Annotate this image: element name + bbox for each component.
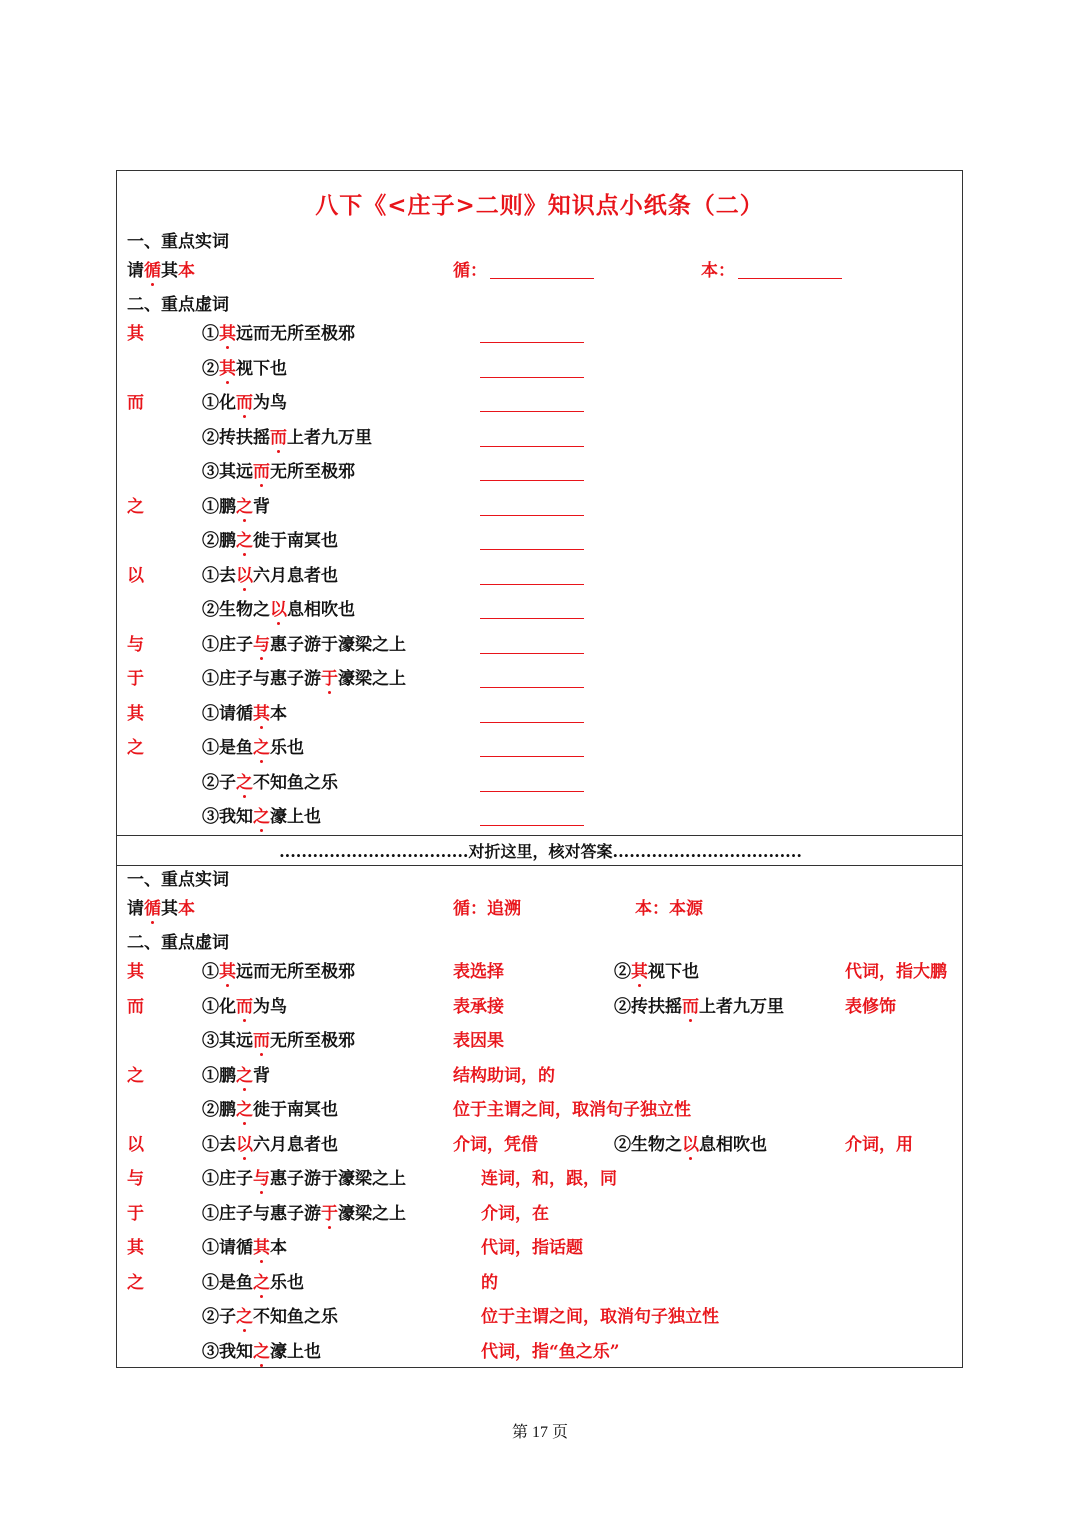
bottom-heading-xuci: 二、重点虚词 xyxy=(127,933,229,953)
highlight-char: 其 xyxy=(219,962,236,982)
highlight-char: 而 xyxy=(270,427,287,448)
fold-instruction: ..................................对折这里，核对答案.................................. xyxy=(279,842,802,861)
highlight-char: 之 xyxy=(253,1341,270,1362)
answer-text: 位于主谓之间，取消句子独立性 xyxy=(481,1307,719,1327)
function-word: 之 xyxy=(127,738,144,758)
example-sentence: ①鹏之背 xyxy=(202,496,270,517)
highlight-char: 于 xyxy=(321,1203,338,1224)
example-sentence-2: ②抟扶摇而上者九万里 xyxy=(614,996,784,1017)
answer-blank[interactable] xyxy=(480,618,584,619)
answer-text: 表选择 xyxy=(453,962,504,982)
highlight-char: 之 xyxy=(236,772,253,793)
answer-blank[interactable] xyxy=(480,584,584,585)
highlight-char: 其 xyxy=(219,324,236,344)
answer-text: 介词，在 xyxy=(481,1203,549,1224)
highlight-char: 其 xyxy=(219,358,236,379)
function-word: 其 xyxy=(127,703,144,724)
example-sentence: ①化而为鸟 xyxy=(202,393,287,413)
answer-blank[interactable] xyxy=(480,791,584,792)
top-heading-shici: 一、重点实词 xyxy=(127,232,229,252)
answer-blank[interactable] xyxy=(480,480,584,481)
function-word: 其 xyxy=(127,962,144,982)
example-sentence: ①请循其本 xyxy=(202,703,287,724)
answer-text: 表因果 xyxy=(453,1031,504,1051)
highlight-char: 之 xyxy=(236,1100,253,1120)
function-word: 于 xyxy=(127,669,144,689)
answer-blank[interactable] xyxy=(480,756,584,757)
example-sentence: ③我知之濠上也 xyxy=(202,1341,321,1362)
answer-blank[interactable] xyxy=(480,653,584,654)
example-sentence: ①庄子与惠子游于濠梁之上 xyxy=(202,1169,406,1189)
example-sentence: ②鹏之徙于南冥也 xyxy=(202,531,338,551)
answer-blank[interactable] xyxy=(480,825,584,826)
example-sentence: ②子之不知鱼之乐 xyxy=(202,772,338,793)
answer-blank[interactable] xyxy=(490,278,594,279)
worksheet xyxy=(116,170,963,1368)
example-sentence: ①庄子与惠子游于濠梁之上 xyxy=(202,1203,406,1224)
example-sentence: ②抟扶摇而上者九万里 xyxy=(202,427,372,448)
highlight-char: 其 xyxy=(253,1238,270,1258)
highlight-char: 而 xyxy=(236,393,253,413)
example-sentence: ①鹏之背 xyxy=(202,1065,270,1086)
highlight-char: 而 xyxy=(682,996,699,1017)
highlight-char: 与 xyxy=(253,1169,270,1189)
function-word: 之 xyxy=(127,496,144,517)
example-sentence: ③其远而无所至极邪 xyxy=(202,1031,355,1051)
highlight-char: 以 xyxy=(682,1134,699,1155)
answer-text: 位于主谓之间，取消句子独立性 xyxy=(453,1100,691,1120)
highlight-char: 而 xyxy=(236,996,253,1017)
example-sentence: ②其视下也 xyxy=(202,358,287,379)
example-sentence: ①化而为鸟 xyxy=(202,996,287,1017)
answer-text: 的 xyxy=(481,1272,498,1293)
highlight-char: 其 xyxy=(631,962,648,982)
example-sentence: ②子之不知鱼之乐 xyxy=(202,1307,338,1327)
function-word: 之 xyxy=(127,1065,144,1086)
highlight-char: 之 xyxy=(253,1272,270,1293)
highlight-char: 之 xyxy=(253,738,270,758)
function-word: 其 xyxy=(127,1238,144,1258)
highlight-char: 以 xyxy=(270,600,287,620)
example-sentence: ①庄子与惠子游于濠梁之上 xyxy=(202,669,406,689)
function-word: 其 xyxy=(127,324,144,344)
highlight-char: 其 xyxy=(253,703,270,724)
example-sentence-2: ②其视下也 xyxy=(614,962,699,982)
highlight-char: 而 xyxy=(253,1031,270,1051)
top-shici-label-xun: 循： xyxy=(453,261,487,281)
bottom-shici-answer-xun: 循：追溯 xyxy=(453,899,521,919)
top-shici-sentence: 请循其本 xyxy=(127,261,195,281)
answer-text: 介词，凭借 xyxy=(453,1134,538,1155)
highlight-char: 之 xyxy=(253,807,270,827)
example-sentence: ①是鱼之乐也 xyxy=(202,738,304,758)
top-heading-xuci: 二、重点虚词 xyxy=(127,295,229,315)
answer-blank[interactable] xyxy=(738,278,842,279)
example-sentence: ②鹏之徙于南冥也 xyxy=(202,1100,338,1120)
fold-line-bottom xyxy=(117,865,962,866)
answer-blank[interactable] xyxy=(480,549,584,550)
highlight-char: 之 xyxy=(236,531,253,551)
answer-text: 代词，指话题 xyxy=(481,1238,583,1258)
function-word: 与 xyxy=(127,1169,144,1189)
highlight-char: 与 xyxy=(253,634,270,655)
answer-text-2: 介词，用 xyxy=(845,1134,913,1155)
answer-blank[interactable] xyxy=(480,342,584,343)
example-sentence: ③我知之濠上也 xyxy=(202,807,321,827)
bottom-shici-answer-ben: 本：本源 xyxy=(635,899,703,919)
answer-text: 表承接 xyxy=(453,996,504,1017)
example-sentence: ①庄子与惠子游于濠梁之上 xyxy=(202,634,406,655)
highlight-char: 于 xyxy=(321,669,338,689)
answer-blank[interactable] xyxy=(480,722,584,723)
bottom-shici-sentence: 请循其本 xyxy=(127,899,195,919)
highlight-char: 而 xyxy=(253,462,270,482)
highlight-char: 以 xyxy=(236,565,253,586)
example-sentence: ①去以六月息者也 xyxy=(202,1134,338,1155)
highlight-char: 之 xyxy=(236,1065,253,1086)
bottom-heading-shici: 一、重点实词 xyxy=(127,870,229,890)
example-sentence: ②生物之以息相吹也 xyxy=(202,600,355,620)
answer-blank[interactable] xyxy=(480,687,584,688)
answer-text: 连词，和，跟，同 xyxy=(481,1169,617,1189)
answer-text: 结构助词，的 xyxy=(453,1065,555,1086)
highlight-char: 之 xyxy=(236,496,253,517)
example-sentence: ①是鱼之乐也 xyxy=(202,1272,304,1293)
highlight-char: 以 xyxy=(236,1134,253,1155)
function-word: 而 xyxy=(127,996,144,1017)
worksheet-title: 八下《<庄子>二则》知识点小纸条（二） xyxy=(315,192,764,219)
function-word: 以 xyxy=(127,1134,144,1155)
answer-text-2: 代词，指大鹏 xyxy=(845,962,947,982)
example-sentence-2: ②生物之以息相吹也 xyxy=(614,1134,767,1155)
answer-text: 代词，指“鱼之乐” xyxy=(481,1341,620,1362)
answer-blank[interactable] xyxy=(480,515,584,516)
highlight-char: 之 xyxy=(236,1307,253,1327)
function-word: 而 xyxy=(127,393,144,413)
example-sentence: ③其远而无所至极邪 xyxy=(202,462,355,482)
fold-line-top xyxy=(117,835,962,836)
example-sentence: ①去以六月息者也 xyxy=(202,565,338,586)
function-word: 以 xyxy=(127,565,144,586)
example-sentence: ①其远而无所至极邪 xyxy=(202,962,355,982)
function-word: 与 xyxy=(127,634,144,655)
answer-text-2: 表修饰 xyxy=(845,996,896,1017)
example-sentence: ①其远而无所至极邪 xyxy=(202,324,355,344)
answer-blank[interactable] xyxy=(480,377,584,378)
top-shici-label-ben: 本： xyxy=(701,261,735,281)
function-word: 于 xyxy=(127,1203,144,1224)
answer-blank[interactable] xyxy=(480,446,584,447)
example-sentence: ①请循其本 xyxy=(202,1238,287,1258)
page-number: 第 17 页 xyxy=(511,1424,568,1441)
function-word: 之 xyxy=(127,1272,144,1293)
answer-blank[interactable] xyxy=(480,411,584,412)
